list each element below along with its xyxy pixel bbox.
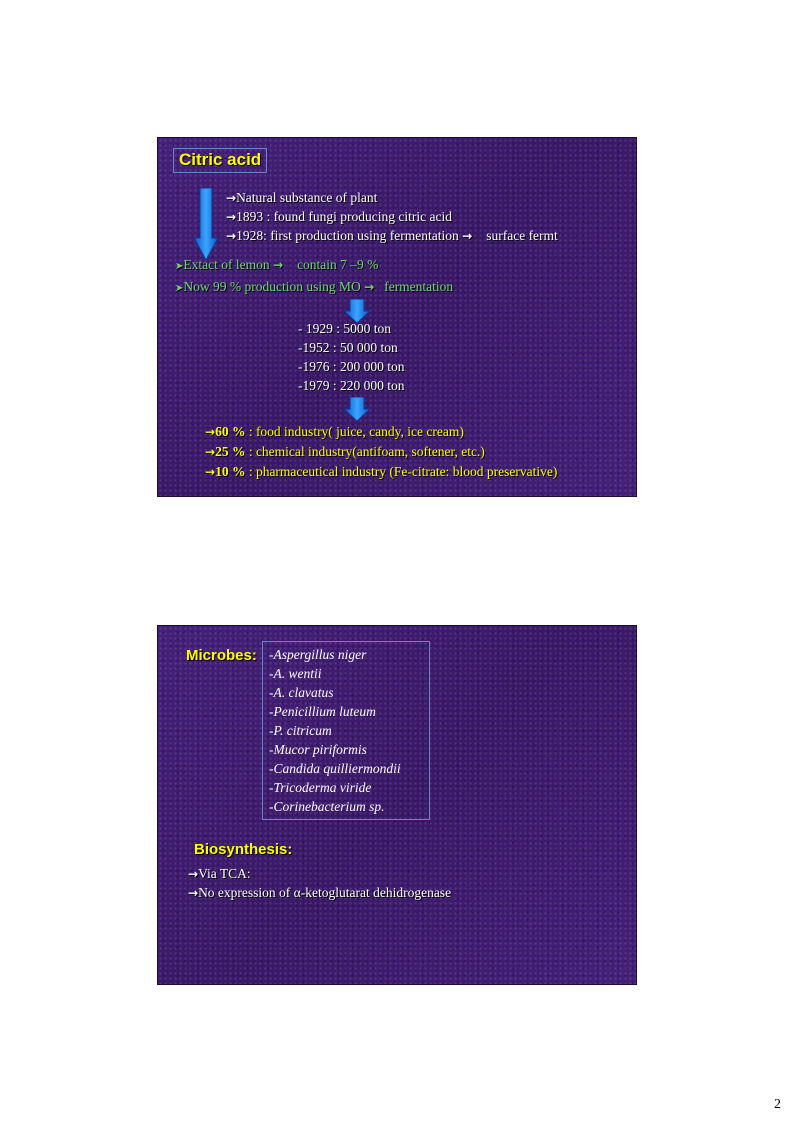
use-percent: 25 % — [215, 444, 246, 459]
arrow-right-icon: → — [226, 191, 237, 205]
arrow-right-icon: → — [364, 280, 375, 294]
biosynthesis-list — [188, 864, 451, 902]
intro-item — [226, 207, 558, 226]
bullet-arrowhead-icon: ➤ — [175, 261, 184, 272]
slide-title: Citric acid — [173, 148, 267, 173]
source-list — [175, 255, 453, 299]
microbe-item: -A. clavatus — [269, 685, 334, 700]
arrow-right-icon: → — [205, 425, 216, 439]
arrow-right-icon: → — [188, 867, 199, 881]
microbe-item: -Mucor piriformis — [269, 742, 367, 757]
use-item — [205, 422, 557, 442]
biosynthesis-text: Via TCA: — [198, 866, 251, 881]
arrow-right-icon: → — [226, 229, 237, 243]
biosynthesis-label: Biosynthesis: — [194, 841, 293, 858]
down-arrow-icon — [344, 397, 370, 421]
microbes-label: Microbes: — [186, 647, 257, 664]
microbe-item: -Penicillium luteum — [269, 704, 376, 719]
bullet-arrowhead-icon: ➤ — [175, 283, 184, 294]
page-number: 2 — [774, 1097, 781, 1112]
use-text: : chemical industry(antifoam, softener, etc.) — [245, 444, 485, 459]
slide-citric-acid — [157, 137, 637, 497]
arrow-right-icon: → — [188, 886, 199, 900]
arrow-right-icon: → — [226, 210, 237, 224]
source-tail: fermentation — [384, 279, 454, 294]
source-text: Extact of lemon — [183, 257, 270, 272]
use-text: : food industry( juice, candy, ice cream) — [245, 424, 464, 439]
intro-text: 1928: first production using fermentation — [236, 228, 459, 243]
intro-list — [226, 188, 558, 245]
production-item: -1976 : 200 000 ton — [298, 359, 405, 374]
production-item: -1952 : 50 000 ton — [298, 340, 398, 355]
use-text: : pharmaceutical industry (Fe-citrate: blood preservative) — [245, 464, 558, 479]
use-item — [205, 442, 557, 462]
source-text: Now 99 % production using MO — [183, 279, 361, 294]
source-tail: contain 7 –9 % — [297, 257, 379, 272]
down-arrow-icon — [194, 188, 218, 260]
source-item — [175, 277, 453, 299]
microbes-list — [269, 645, 401, 816]
use-item — [205, 462, 557, 482]
arrow-right-icon: → — [273, 258, 284, 272]
microbe-item: -Corinebacterium sp. — [269, 799, 385, 814]
biosynthesis-item — [188, 883, 451, 902]
intro-text: Natural substance of plant — [236, 190, 378, 205]
production-list — [298, 319, 405, 395]
intro-tail: surface fermt — [486, 228, 558, 243]
production-item: -1979 : 220 000 ton — [298, 378, 405, 393]
microbe-item: -Tricoderma viride — [269, 780, 372, 795]
microbe-item: -P. citricum — [269, 723, 332, 738]
intro-text: 1893 : found fungi producing citric acid — [236, 209, 453, 224]
biosynthesis-item — [188, 864, 451, 883]
microbe-item: -A. wentii — [269, 666, 322, 681]
use-percent: 60 % — [215, 424, 246, 439]
use-percent: 10 % — [215, 464, 246, 479]
biosynthesis-text: No expression of α-ketoglutarat dehidrogenase — [198, 885, 452, 900]
microbe-item: -Candida quilliermondii — [269, 761, 401, 776]
arrow-right-icon: → — [205, 465, 216, 479]
microbe-item: -Aspergillus niger — [269, 647, 367, 662]
uses-list — [205, 422, 557, 482]
arrow-right-icon: → — [205, 445, 216, 459]
intro-item — [226, 226, 558, 245]
intro-item — [226, 188, 558, 207]
slide-microbes — [157, 625, 637, 985]
source-item — [175, 255, 453, 277]
production-item: - 1929 : 5000 ton — [298, 321, 391, 336]
arrow-right-icon: → — [462, 229, 473, 243]
